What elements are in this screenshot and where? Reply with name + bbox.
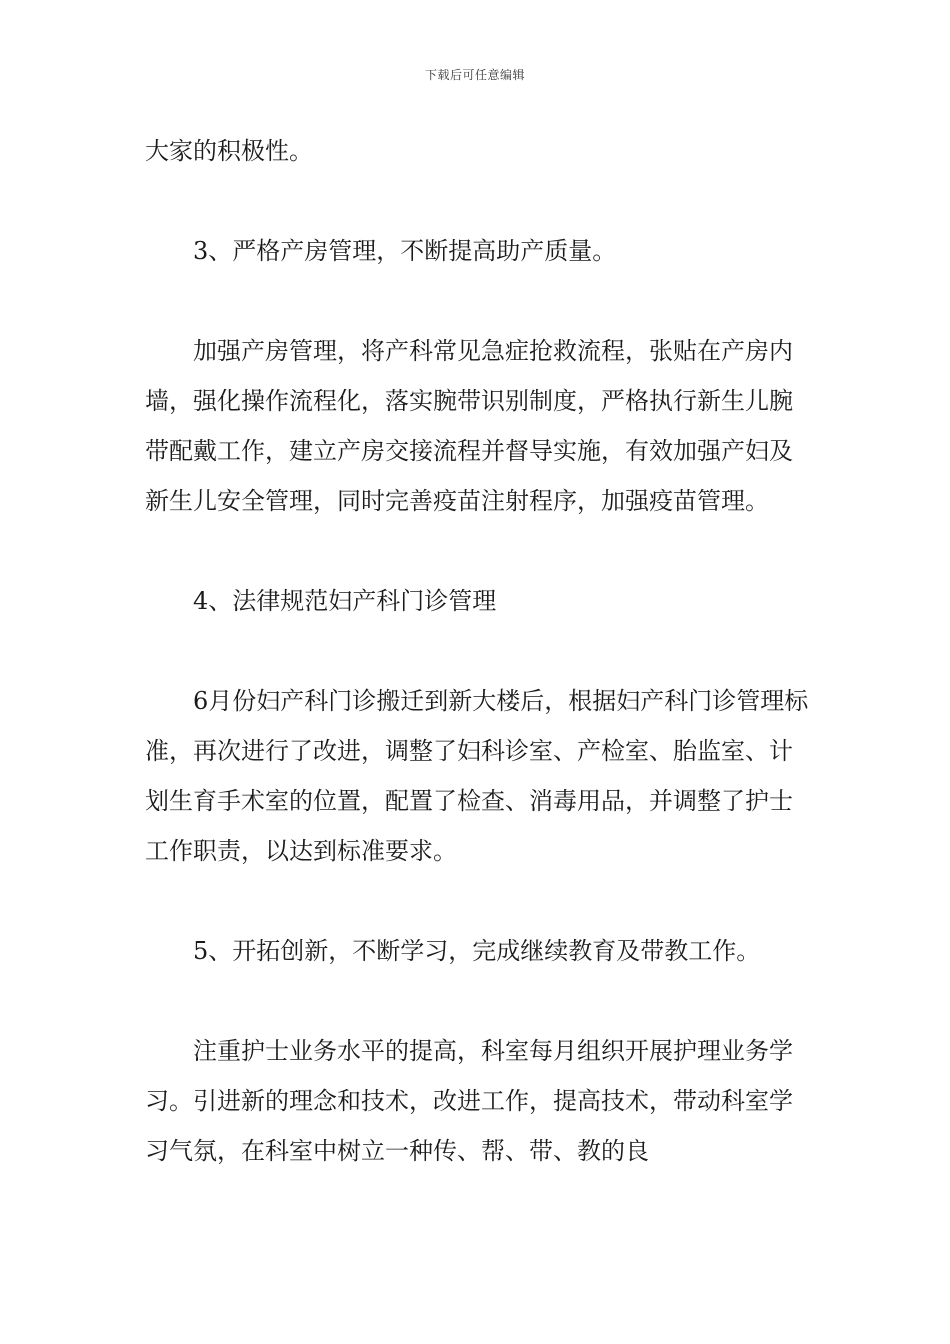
page-header: 下载后可任意编辑: [424, 68, 525, 82]
section-heading-5: 5、开拓创新，不断学习，完成继续教育及带教工作。: [145, 937, 761, 965]
section-heading-3: 3、严格产房管理，不断提高助产质量。: [145, 237, 617, 265]
paragraph-gap: [145, 976, 810, 1026]
section-heading-4: 4、法律规范妇产科门诊管理: [145, 587, 497, 615]
paragraph-delivery-room: 加强产房管理，将产科常见急症抢救流程，张贴在产房内墙，强化操作流程化，落实腕带识别制度，严格执行新生儿腕带配戴工作，建立产房交接流程并督导实施，有效加强产妇及新生儿安全管理，同时完善疫苗注射程序，加强疫苗管理。: [145, 337, 793, 515]
paragraph-gap: [145, 626, 810, 676]
paragraph-gap: [145, 876, 810, 926]
paragraph-gap: [145, 176, 810, 226]
paragraph-education: 注重护士业务水平的提高，科室每月组织开展护理业务学习。引进新的理念和技术，改进工作，提高技术，带动科室学习气氛，在科室中树立一种传、帮、带、教的良: [145, 1037, 793, 1165]
paragraph-gap: [145, 526, 810, 576]
paragraph-continuation: 大家的积极性。: [145, 137, 313, 165]
paragraph-gap: [145, 276, 810, 326]
paragraph-outpatient: 6月份妇产科门诊搬迁到新大楼后，根据妇产科门诊管理标准，再次进行了改进，调整了妇科诊室、产检室、胎监室、计划生育手术室的位置，配置了检查、消毒用品，并调整了护士工作职责，以达到标准要求。: [145, 687, 809, 865]
document-body: [145, 126, 810, 1176]
